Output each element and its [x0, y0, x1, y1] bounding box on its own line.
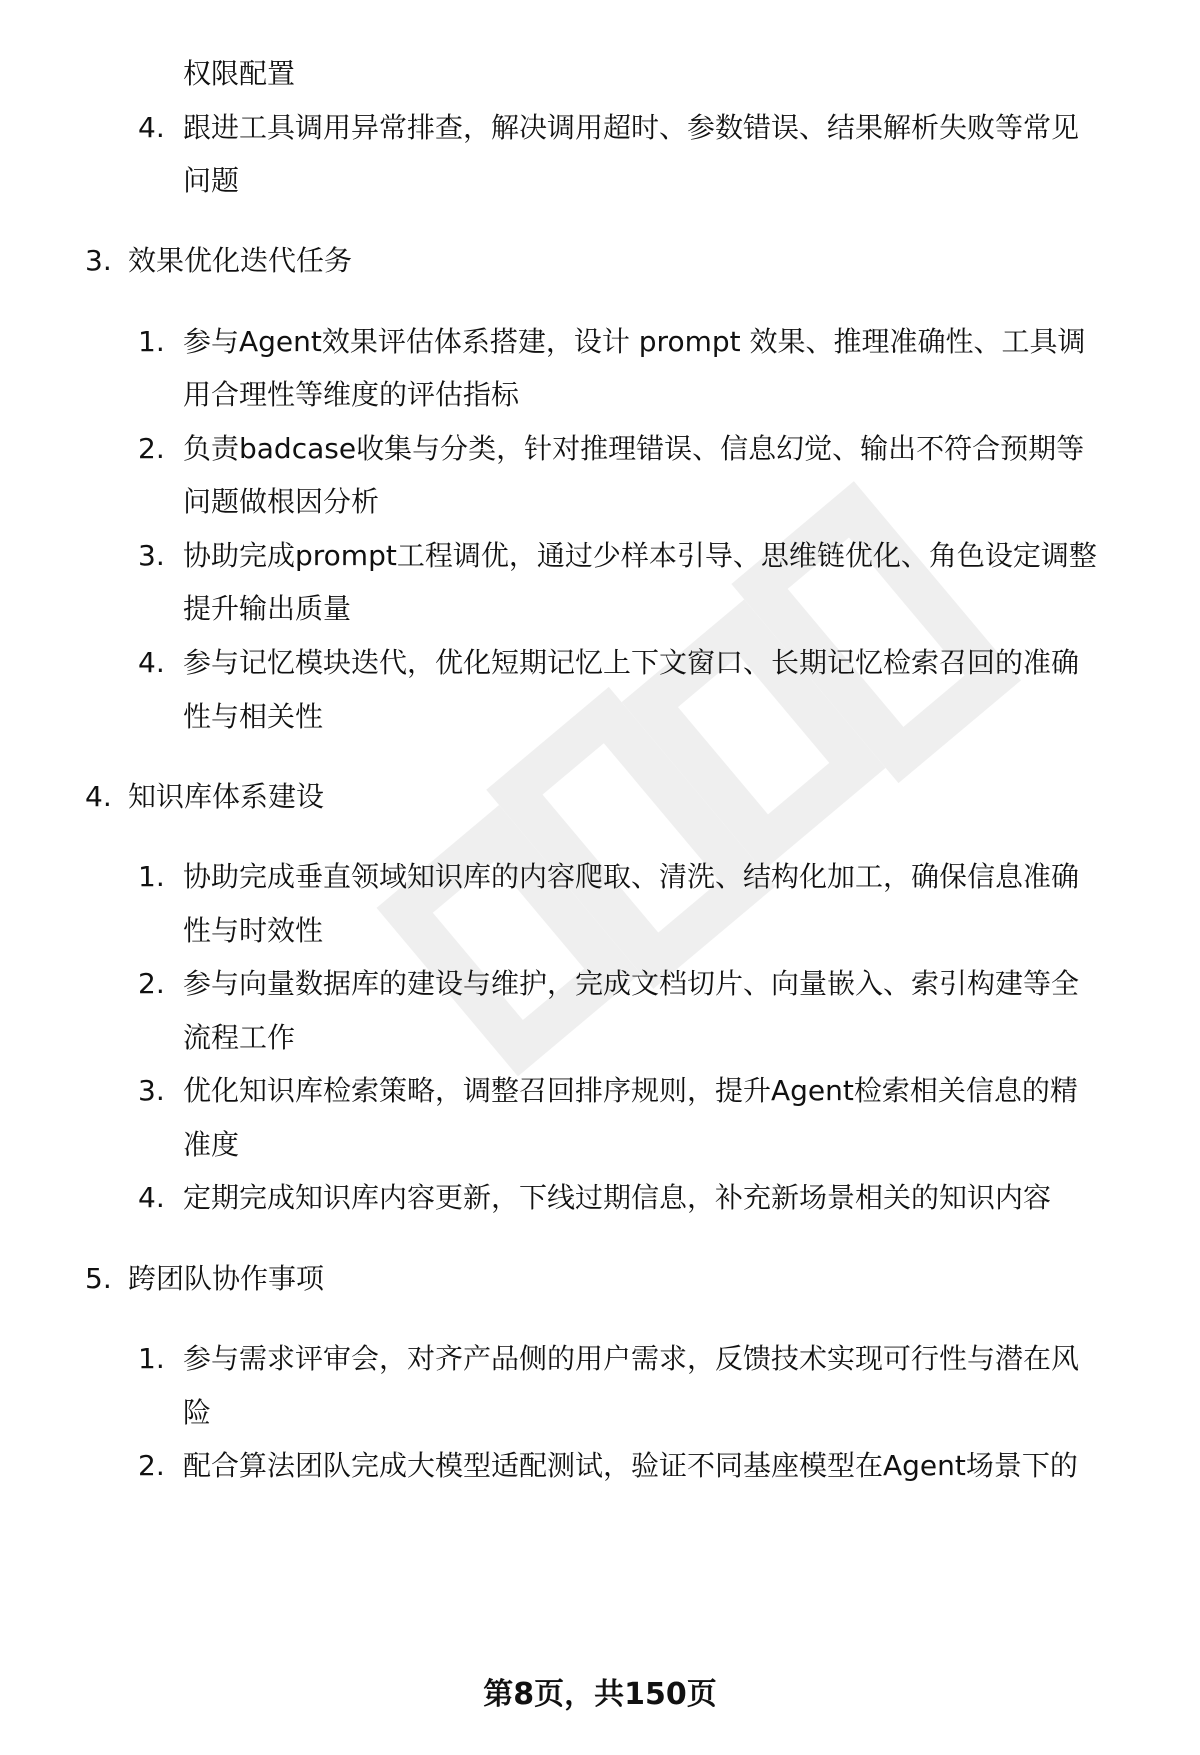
item-number: 2. [138, 967, 165, 1000]
section-number: 5. [85, 1262, 112, 1295]
section-number: 3. [85, 244, 112, 277]
page-footer: 第8页，共150页 [483, 1677, 717, 1712]
section-title: 知识库体系建设 [128, 780, 325, 813]
section-heading [85, 243, 352, 279]
item-number: 4. [138, 111, 165, 144]
item-text: 优化知识库检索策略，调整召回排序规则，提升Agent检索相关信息的精 [183, 1074, 1078, 1107]
item-number: 3. [138, 539, 165, 572]
item-number: 2. [138, 432, 165, 465]
list-item [138, 1073, 1078, 1109]
item-text: 协助完成prompt工程调优，通过少样本引导、思维链优化、角色设定调整 [183, 539, 1097, 572]
item-text-continued: 性与相关性 [183, 700, 324, 733]
watermark [350, 430, 1050, 1130]
section-title: 跨团队协作事项 [128, 1262, 325, 1295]
item-number: 1. [138, 1342, 165, 1375]
list-item [138, 431, 1084, 467]
list-item [138, 324, 1086, 360]
item-text: 参与需求评审会，对齐产品侧的用户需求，反馈技术实现可行性与潜在风 [183, 1342, 1080, 1375]
section-number: 4. [85, 780, 112, 813]
item-text-continued: 流程工作 [183, 1021, 296, 1054]
item-number: 2. [138, 1449, 165, 1482]
section-title: 效果优化迭代任务 [128, 244, 353, 277]
list-item [138, 538, 1097, 574]
item-text-continued: 问题做根因分析 [183, 485, 380, 518]
section-heading [85, 779, 324, 815]
list-item [138, 110, 1079, 146]
item-number: 1. [138, 860, 165, 893]
item-text-continued: 准度 [183, 1128, 240, 1161]
item-text: 协助完成垂直领域知识库的内容爬取、清洗、结构化加工，确保信息准确 [183, 860, 1080, 893]
list-item [138, 1180, 1051, 1216]
item-text-continued: 问题 [183, 164, 240, 197]
list-item [138, 645, 1079, 681]
continuation-text: 权限配置 [183, 57, 296, 90]
item-number: 4. [138, 646, 165, 679]
item-text-continued: 用合理性等维度的评估指标 [183, 378, 520, 411]
item-text: 负责badcase收集与分类，针对推理错误、信息幻觉、输出不符合预期等 [183, 432, 1085, 465]
item-text: 参与Agent效果评估体系搭建，设计 prompt 效果、推理准确性、工具调 [183, 325, 1086, 358]
list-item [138, 859, 1079, 895]
item-text-continued: 性与时效性 [183, 914, 324, 947]
item-text-continued: 险 [183, 1396, 212, 1429]
section-heading [85, 1261, 324, 1297]
list-item [138, 1448, 1078, 1484]
item-text: 定期完成知识库内容更新，下线过期信息，补充新场景相关的知识内容 [183, 1181, 1052, 1214]
item-number: 1. [138, 325, 165, 358]
item-number: 4. [138, 1181, 165, 1214]
item-number: 3. [138, 1074, 165, 1107]
item-text: 参与向量数据库的建设与维护，完成文档切片、向量嵌入、索引构建等全 [183, 967, 1080, 1000]
item-text-continued: 提升输出质量 [183, 592, 352, 625]
item-text: 配合算法团队完成大模型适配测试，验证不同基座模型在Agent场景下的 [183, 1449, 1078, 1482]
item-text: 参与记忆模块迭代，优化短期记忆上下文窗口、长期记忆检索召回的准确 [183, 646, 1080, 679]
item-text: 跟进工具调用异常排查，解决调用超时、参数错误、结果解析失败等常见 [183, 111, 1080, 144]
list-item [138, 966, 1079, 1002]
list-item [138, 1341, 1079, 1377]
